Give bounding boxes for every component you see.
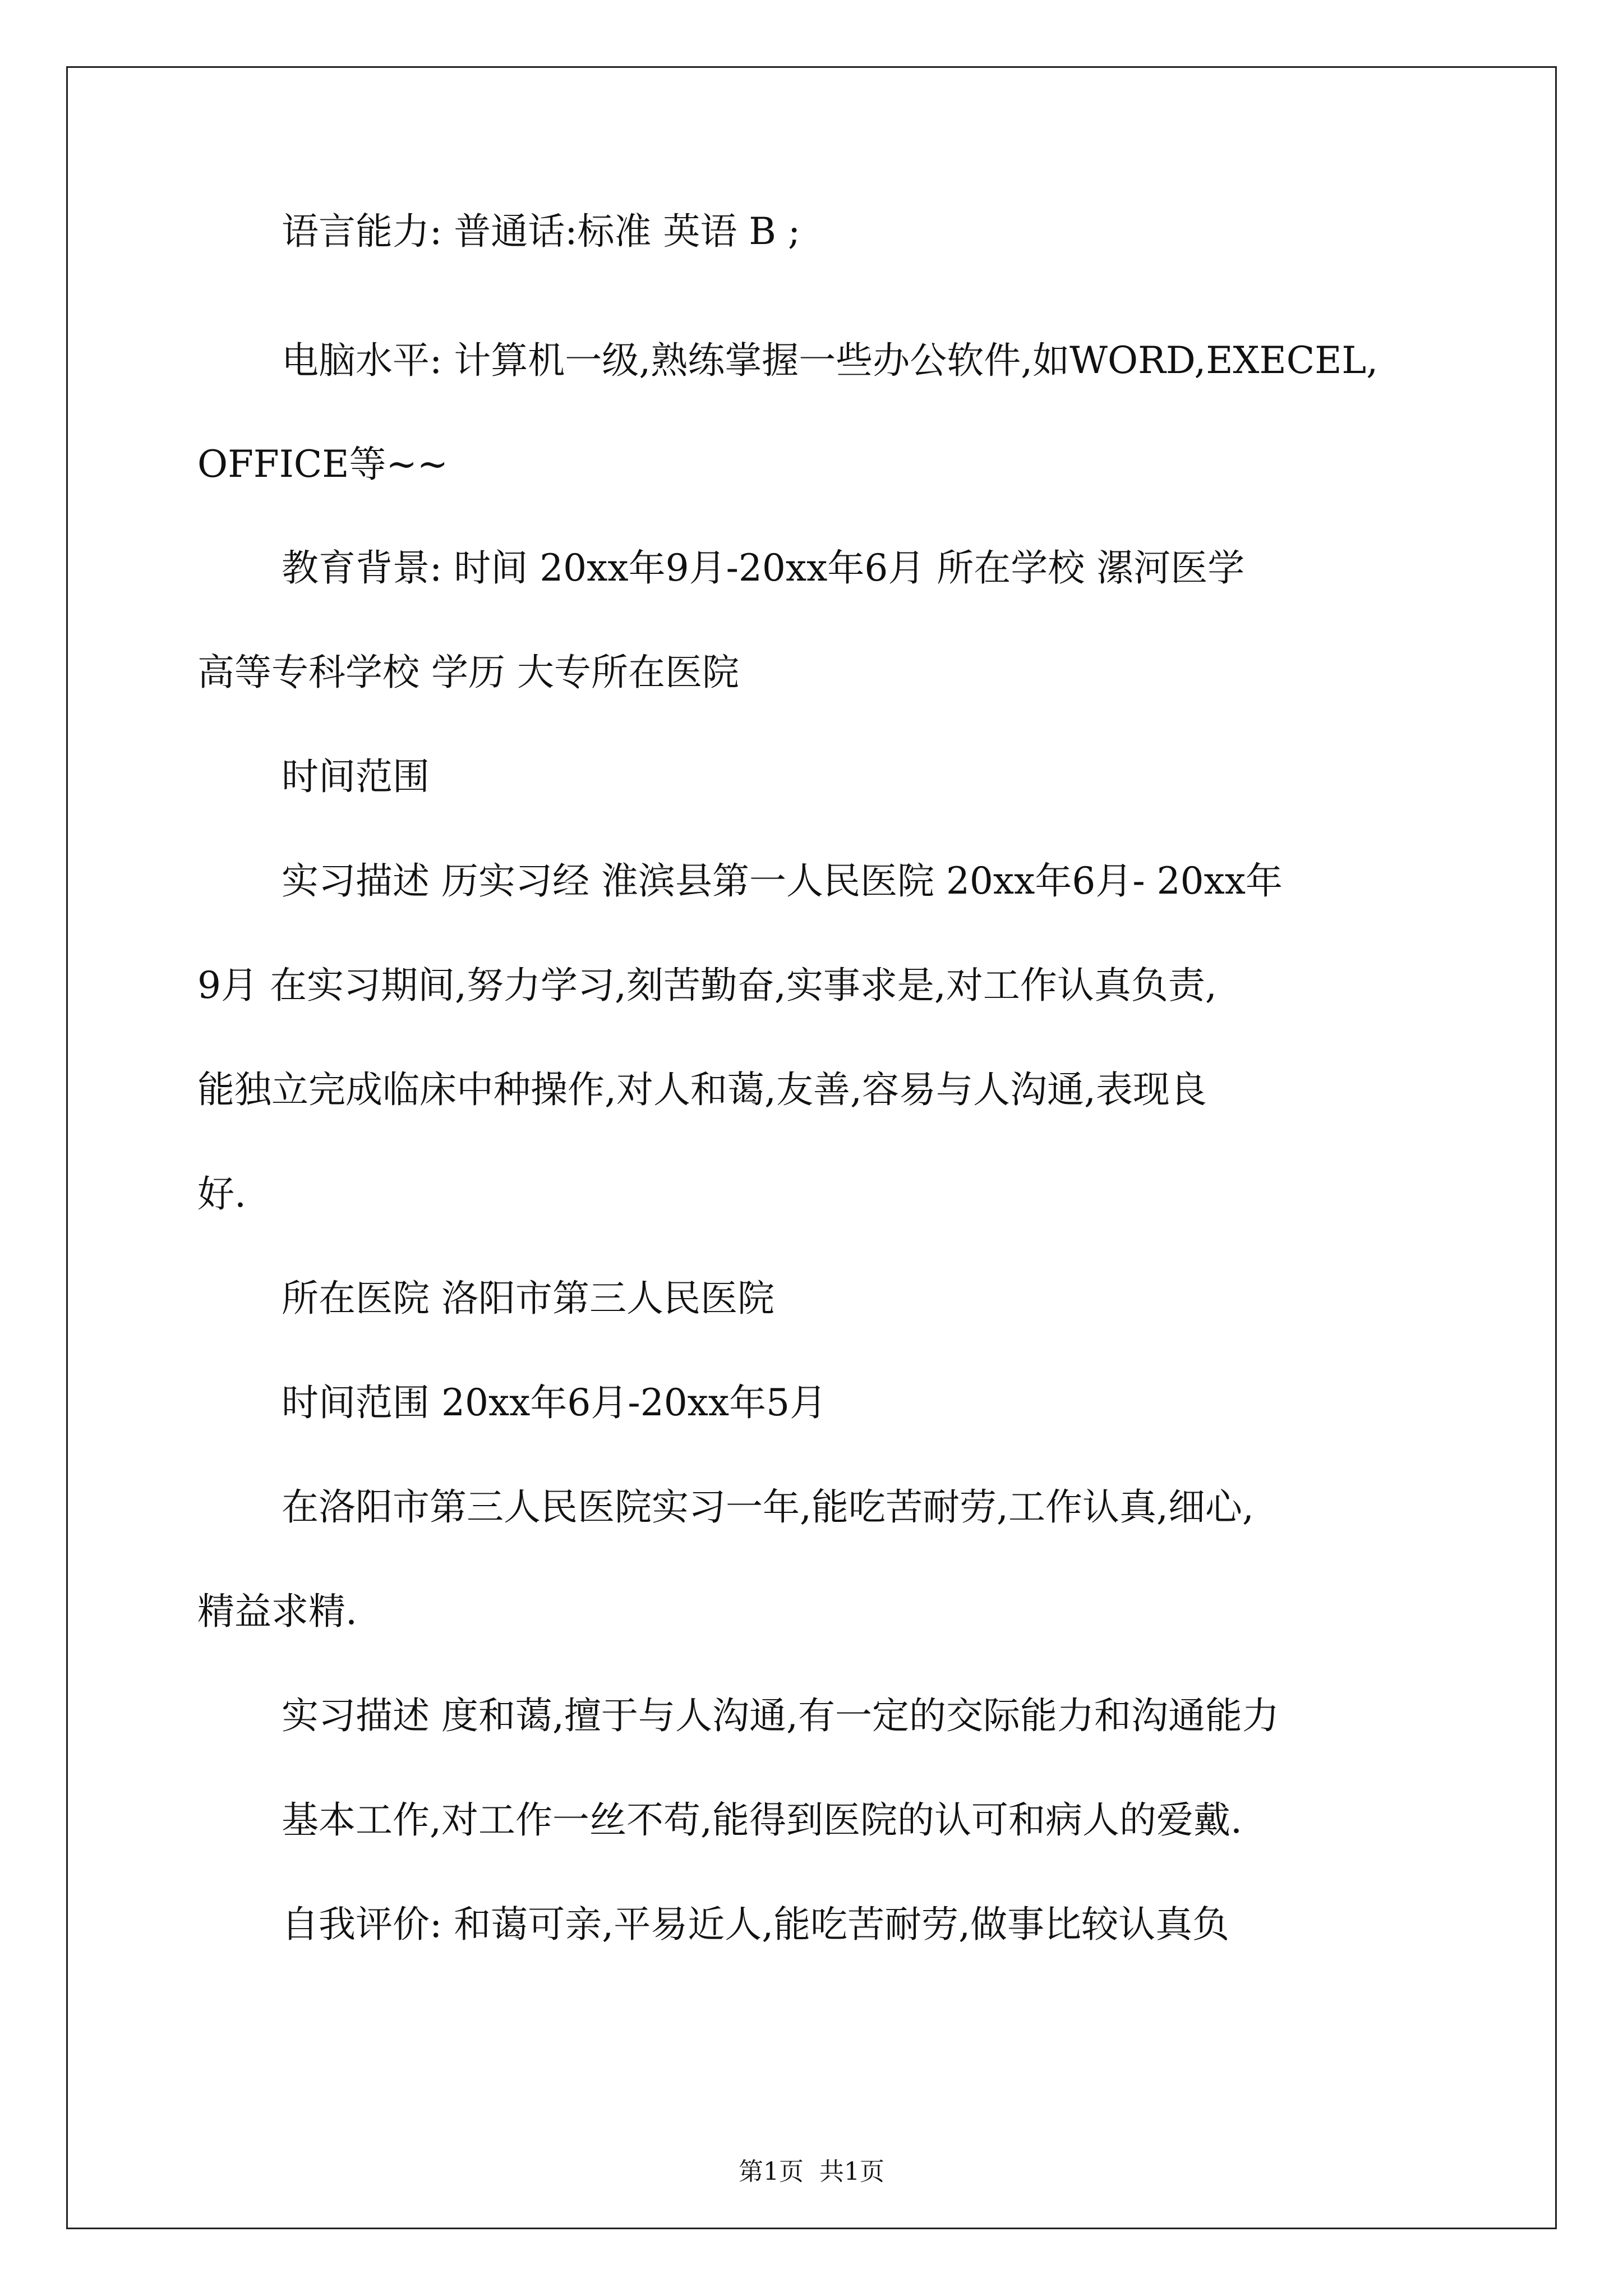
- text-line-hospital-time: 时间范围 20xx年6月-20xx年5月: [282, 1381, 827, 1424]
- text-line-computer: 电脑水平: 计算机一级,熟练掌握一些办公软件,如WORD,EXECEL,: [282, 339, 1378, 382]
- text-line-hospital-desc-2: 精益求精.: [197, 1590, 357, 1633]
- text-line-internship-desc-2: 基本工作,对工作一丝不苟,能得到医院的认可和病人的爱戴.: [282, 1798, 1242, 1842]
- text-line-internship-1: 实习描述 历实习经 淮滨县第一人民医院 20xx年6月- 20xx年: [282, 859, 1283, 903]
- text-line-hospital-desc-1: 在洛阳市第三人民医院实习一年,能吃苦耐劳,工作认真,细心,: [282, 1485, 1254, 1529]
- text-line-time-range: 时间范围: [282, 755, 430, 798]
- text-line-self-evaluation: 自我评价: 和蔼可亲,平易近人,能吃苦耐劳,做事比较认真负: [282, 1903, 1230, 1946]
- text-line-internship-desc-1: 实习描述 度和蔼,擅于与人沟通,有一定的交际能力和沟通能力: [282, 1694, 1279, 1737]
- text-line-computer-cont: OFFICE等~~: [197, 443, 449, 486]
- text-line-hospital: 所在医院 洛阳市第三人民医院: [282, 1277, 774, 1320]
- text-line-internship-2: 9月 在实习期间,努力学习,刻苦勤奋,实事求是,对工作认真负责,: [197, 964, 1217, 1007]
- text-line-internship-4: 好.: [197, 1172, 246, 1216]
- text-line-education-cont: 高等专科学校 学历 大专所在医院: [197, 651, 739, 694]
- text-line-internship-3: 能独立完成临床中种操作,对人和蔼,友善,容易与人沟通,表现良: [197, 1068, 1207, 1111]
- page-total: 共1页: [819, 2157, 884, 2186]
- page-number: 第1页: [739, 2157, 804, 2186]
- text-line-language: 语言能力: 普通话:标准 英语 B ;: [282, 210, 801, 253]
- text-line-education: 教育背景: 时间 20xx年9月-20xx年6月 所在学校 漯河医学: [282, 546, 1245, 590]
- page-footer: [0, 2155, 1623, 2189]
